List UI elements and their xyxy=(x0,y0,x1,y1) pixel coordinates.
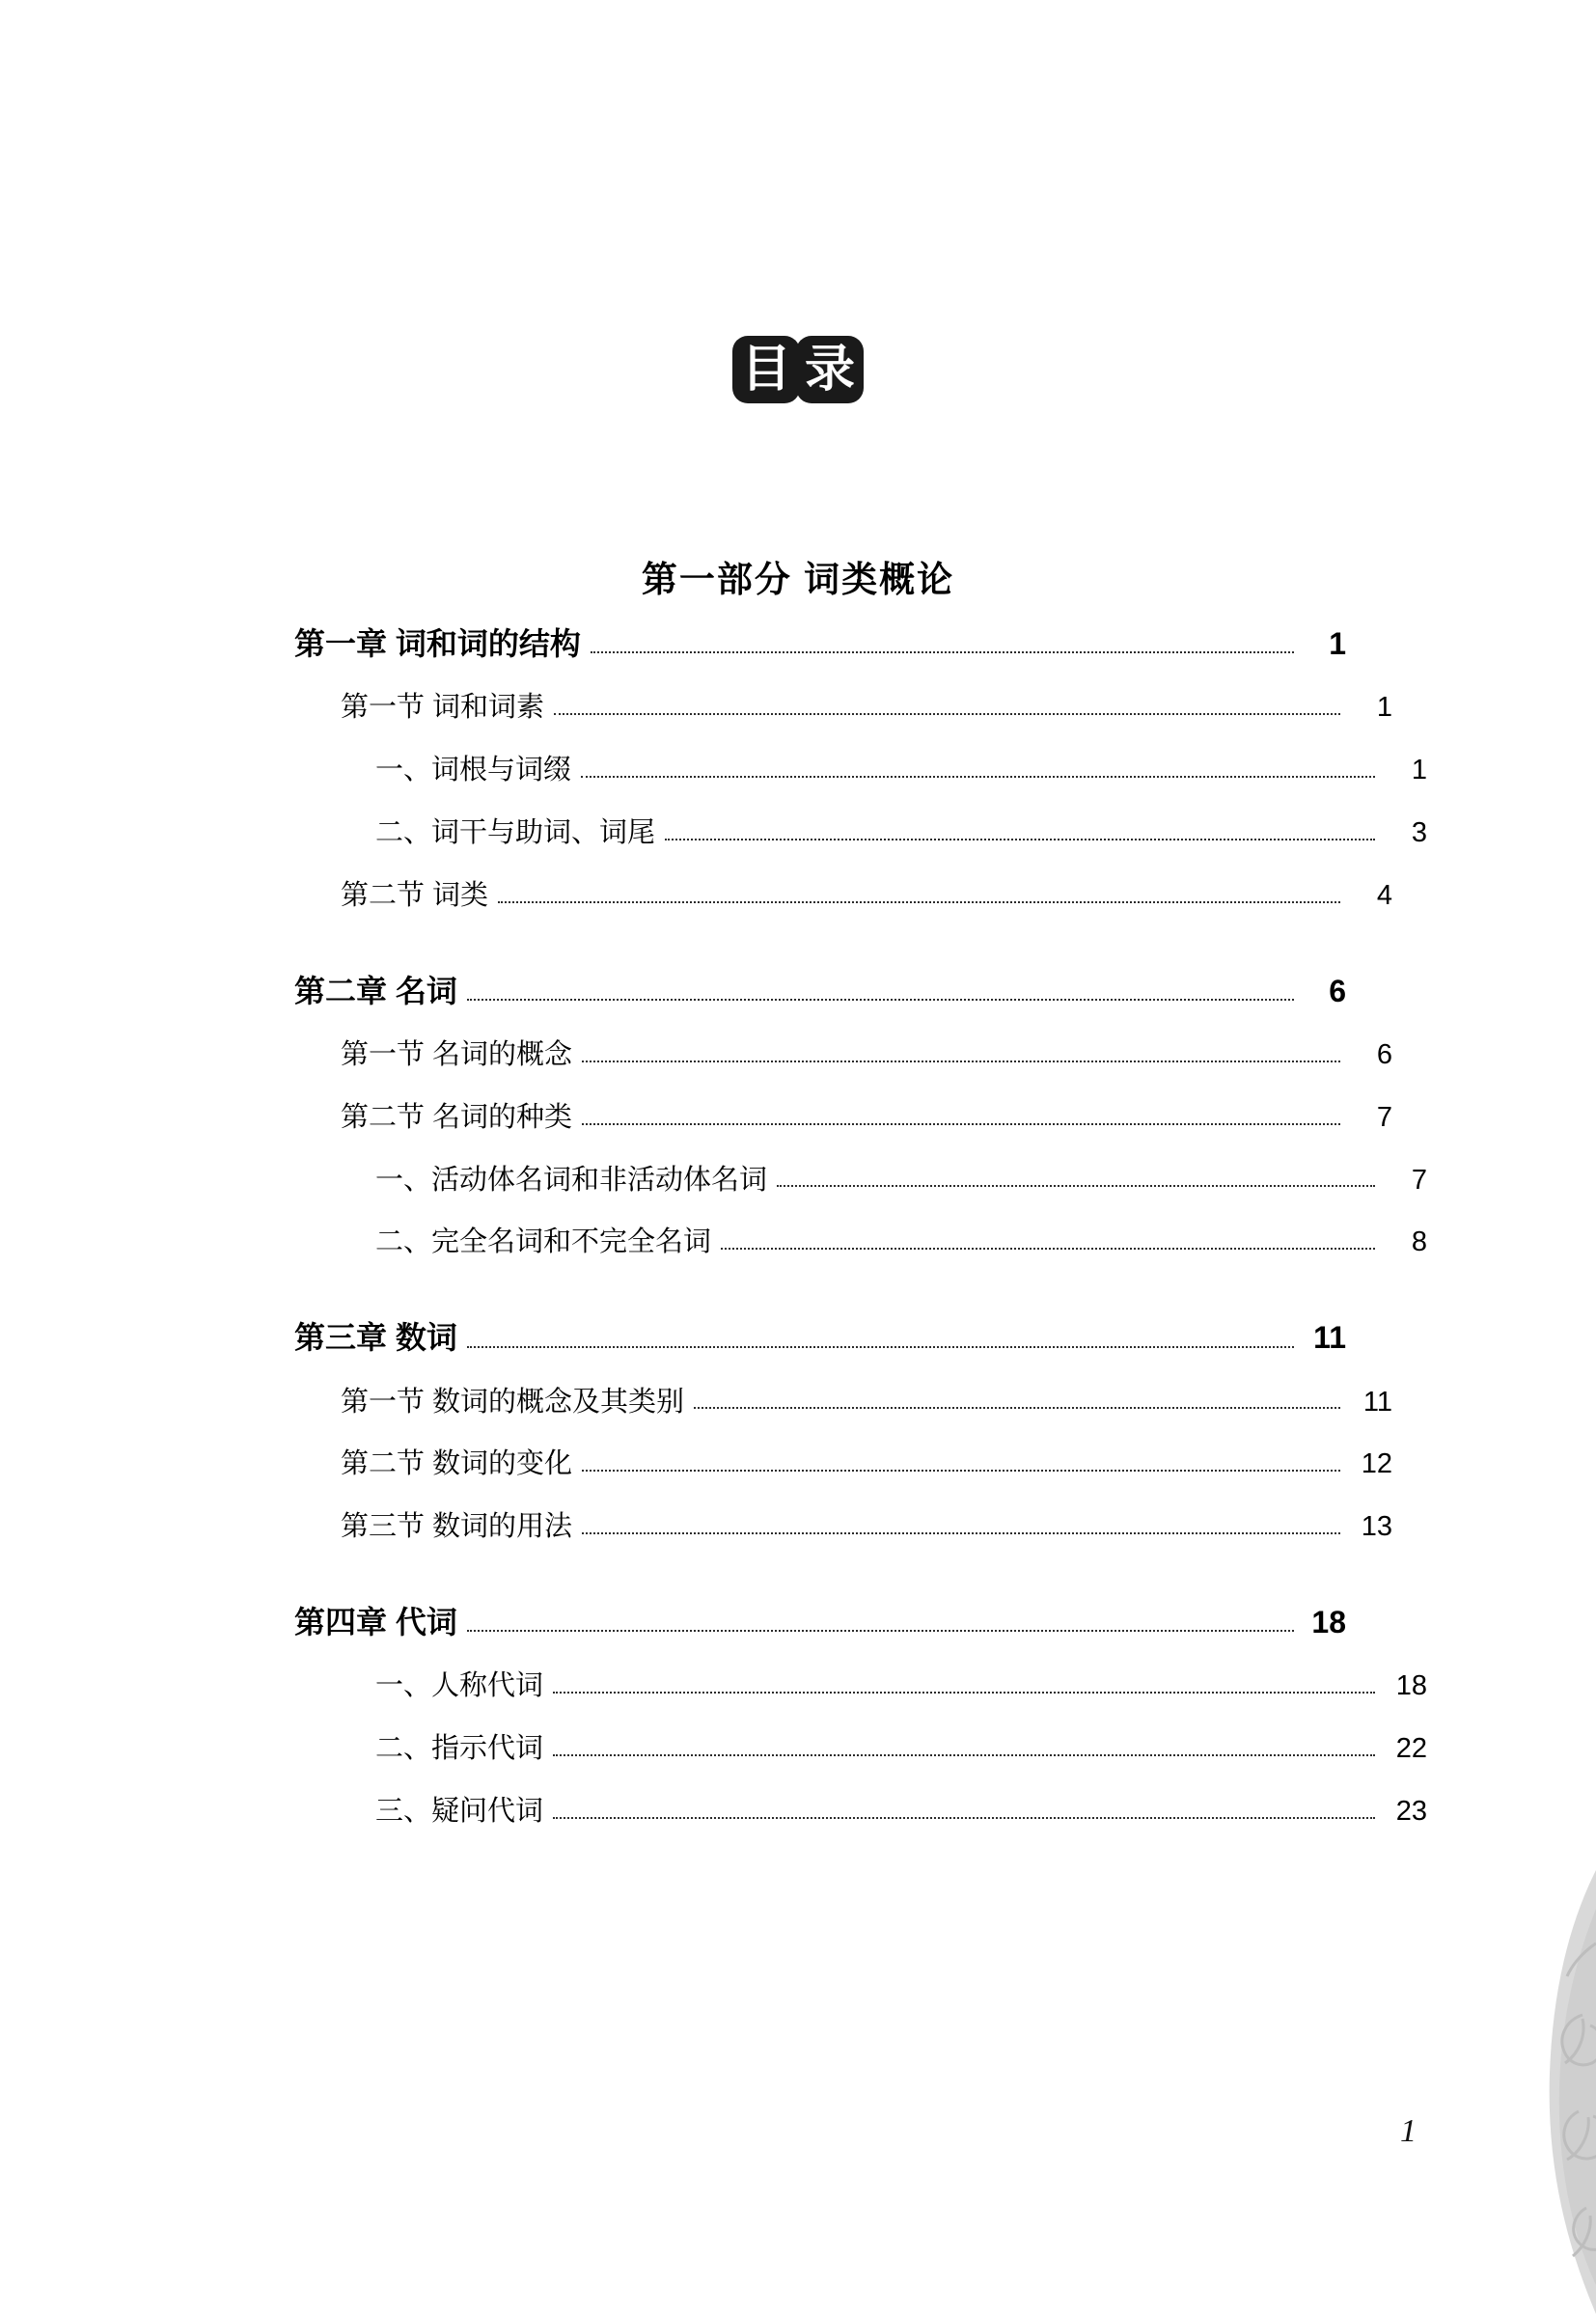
toc-entry-page: 11 xyxy=(1362,1386,1392,1418)
toc-entry-section[interactable] xyxy=(294,1386,1392,1419)
toc-leader-dots xyxy=(777,1184,1375,1187)
toc-group-spacer xyxy=(294,1259,1346,1319)
toc-spacer xyxy=(294,787,1346,816)
toc-entry-label: 第三节 数词的用法 xyxy=(341,1511,573,1543)
toc-entry-item[interactable] xyxy=(294,1795,1427,1829)
toc-entry-section[interactable] xyxy=(294,1447,1392,1481)
toc-entry-label: 二、指示代词 xyxy=(375,1733,544,1765)
toc-entry-section[interactable] xyxy=(294,879,1392,913)
toc-spacer xyxy=(294,1197,1346,1226)
toc-leader-dots xyxy=(554,712,1340,715)
corner-ornament-icon xyxy=(1278,1870,1596,2314)
toc-entry-section[interactable] xyxy=(294,1038,1392,1072)
toc-entry-item[interactable] xyxy=(294,816,1427,850)
table-of-contents xyxy=(294,625,1427,1829)
toc-entry-label: 第一节 名词的概念 xyxy=(341,1038,573,1070)
toc-entry-page: 8 xyxy=(1411,1226,1427,1258)
toc-spacer xyxy=(294,1072,1346,1101)
toc-heading xyxy=(0,336,1596,403)
toc-leader-dots xyxy=(694,1406,1340,1409)
toc-entry-label: 第二节 数词的变化 xyxy=(341,1448,573,1480)
part-title: 第一部分 词类概论 xyxy=(641,560,955,599)
toc-entry-label: 二、词干与助词、词尾 xyxy=(375,816,656,848)
toc-leader-dots xyxy=(721,1247,1375,1250)
toc-entry-label: 一、活动体名词和非活动体名词 xyxy=(375,1164,768,1196)
toc-entry-label: 一、词根与词缀 xyxy=(375,755,572,786)
toc-entry-page: 12 xyxy=(1361,1448,1392,1480)
toc-entry-page: 11 xyxy=(1313,1320,1346,1356)
toc-entry-item[interactable] xyxy=(294,1226,1427,1259)
toc-group-spacer xyxy=(294,1544,1346,1604)
toc-leader-dots xyxy=(582,1531,1340,1534)
toc-entry-chapter[interactable] xyxy=(294,1604,1346,1640)
toc-leader-dots xyxy=(582,1122,1340,1125)
toc-entry-label: 第二节 词类 xyxy=(341,879,489,911)
toc-leader-dots xyxy=(591,650,1294,653)
toc-entry-label: 三、疑问代词 xyxy=(375,1795,544,1827)
toc-spacer xyxy=(294,1481,1346,1510)
toc-leader-dots xyxy=(553,1816,1375,1819)
toc-entry-item[interactable] xyxy=(294,1164,1427,1198)
toc-entry-section[interactable] xyxy=(294,691,1392,725)
toc-spacer xyxy=(294,1766,1346,1795)
toc-leader-dots xyxy=(467,1345,1294,1348)
page-number: 1 xyxy=(1400,2113,1417,2149)
toc-entry-page: 1 xyxy=(1376,692,1392,724)
toc-entry-chapter[interactable] xyxy=(294,1319,1346,1356)
toc-leader-dots xyxy=(582,1469,1340,1472)
toc-entry-page: 18 xyxy=(1395,1670,1427,1702)
toc-leader-dots xyxy=(467,998,1294,1001)
toc-entry-page: 23 xyxy=(1395,1795,1427,1827)
toc-entry-page: 22 xyxy=(1395,1733,1427,1765)
toc-entry-chapter[interactable] xyxy=(294,973,1346,1009)
toc-entry-page: 18 xyxy=(1311,1604,1346,1639)
toc-entry-label: 第二章 名词 xyxy=(294,973,457,1008)
toc-entry-item[interactable] xyxy=(294,754,1427,787)
toc-spacer xyxy=(294,1419,1346,1447)
toc-spacer xyxy=(294,662,1346,691)
toc-heading-char-1: 目 xyxy=(732,336,800,403)
toc-spacer xyxy=(294,850,1346,879)
toc-heading-glyphs xyxy=(732,336,864,403)
toc-entry-page: 3 xyxy=(1411,816,1427,848)
toc-spacer xyxy=(294,1640,1346,1669)
toc-spacer xyxy=(294,1357,1346,1386)
toc-entry-label: 第一节 数词的概念及其类别 xyxy=(341,1386,685,1418)
toc-entry-label: 第一节 词和词素 xyxy=(341,692,545,724)
toc-entry-section[interactable] xyxy=(294,1510,1392,1544)
toc-entry-page: 13 xyxy=(1361,1511,1392,1543)
toc-spacer xyxy=(294,1703,1346,1732)
toc-heading-char-2: 录 xyxy=(796,336,864,403)
toc-entry-item[interactable] xyxy=(294,1732,1427,1766)
toc-entry-item[interactable] xyxy=(294,1669,1427,1703)
toc-entry-label: 一、人称代词 xyxy=(375,1670,544,1702)
toc-leader-dots xyxy=(498,900,1340,903)
toc-entry-page: 7 xyxy=(1411,1164,1427,1196)
toc-entry-page: 4 xyxy=(1376,879,1392,911)
toc-entry-label: 第四章 代词 xyxy=(294,1604,457,1639)
toc-group-spacer xyxy=(294,913,1346,973)
toc-entry-chapter[interactable] xyxy=(294,625,1346,662)
toc-spacer xyxy=(294,725,1346,754)
toc-entry-label: 第一章 词和词的结构 xyxy=(294,626,581,661)
toc-entry-label: 第二节 名词的种类 xyxy=(341,1101,573,1133)
toc-entry-page: 1 xyxy=(1329,626,1346,661)
toc-spacer xyxy=(294,1135,1346,1164)
toc-leader-dots xyxy=(665,838,1375,840)
toc-leader-dots xyxy=(467,1629,1294,1632)
toc-entry-page: 6 xyxy=(1376,1038,1392,1070)
toc-entry-page: 1 xyxy=(1411,755,1427,786)
toc-entry-label: 第三章 数词 xyxy=(294,1320,457,1356)
toc-spacer xyxy=(294,1009,1346,1038)
toc-leader-dots xyxy=(581,775,1375,778)
toc-entry-label: 二、完全名词和不完全名词 xyxy=(375,1226,712,1258)
toc-leader-dots xyxy=(553,1691,1375,1694)
toc-entry-section[interactable] xyxy=(294,1101,1392,1135)
toc-leader-dots xyxy=(582,1060,1340,1062)
toc-entry-page: 6 xyxy=(1329,973,1346,1008)
toc-entry-page: 7 xyxy=(1376,1101,1392,1133)
toc-leader-dots xyxy=(553,1753,1375,1756)
